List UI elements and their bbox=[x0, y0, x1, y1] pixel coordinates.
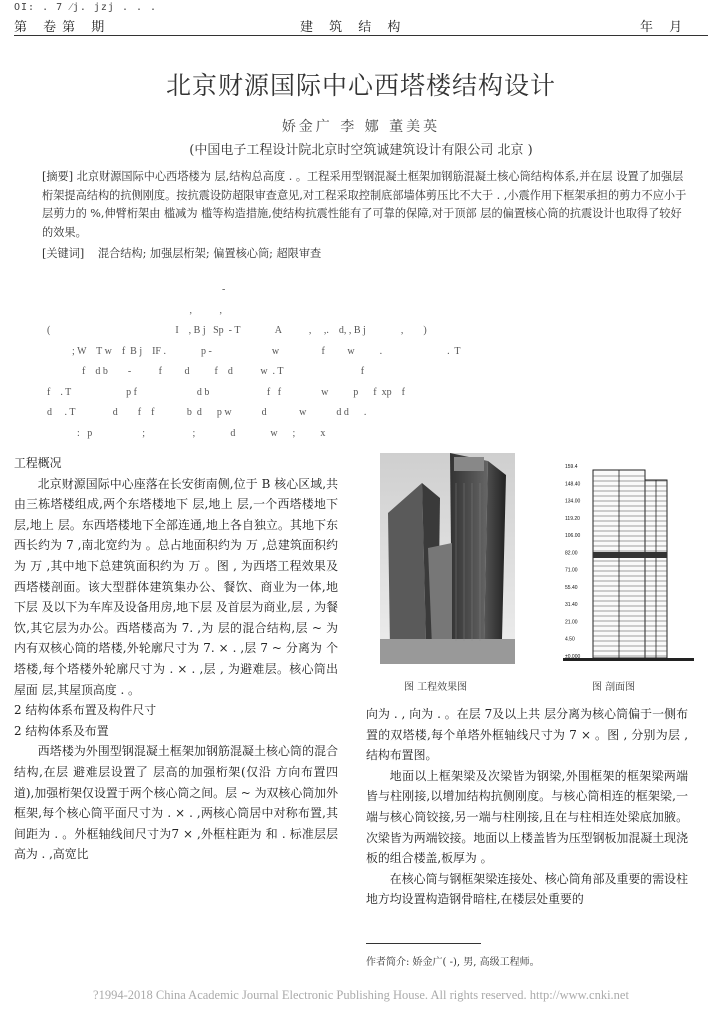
copyright-watermark: ?1994-2018 China Academic Journal Electronic Publishing House. All rights reserved. http://www.cnki.net bbox=[93, 988, 629, 1002]
doi-line: OI: . 7 ⁄j. jzj . . . bbox=[14, 2, 158, 13]
section-heading: 工程概况 bbox=[14, 456, 62, 470]
body-paragraph: 在核心筒与钢框架梁连接处、核心筒角部及重要的需设柱地方均设置构造钢骨暗柱,在楼层处重要的 bbox=[366, 871, 688, 907]
english-abstract-line: - bbox=[42, 284, 226, 295]
body-paragraph: 向为 . , 向为 . 。在层 7及以上共 层分离为核心筒偏于一侧布置的双塔楼,每个单塔外框轴线尺寸为 7 × 。图 , 分别为层 , 结构布置图。 bbox=[366, 707, 688, 763]
level-label: 4.50 bbox=[565, 636, 575, 643]
author-footnote: 作者简介: 娇金广( -), 男, 高级工程师。 bbox=[366, 957, 540, 968]
english-abstract-line: ( I , B j Sp - T A , ,. d, , B j , ) bbox=[42, 325, 427, 336]
header-rule bbox=[14, 35, 708, 36]
header-issue: 第 卷第 期 bbox=[14, 20, 111, 35]
body-paragraph: 西塔楼为外围型钢混凝土框架加钢筋混凝土核心筒的混合结构,在层 避难层设置了 层高的加强桁架(仅沿 方向布置四道),加强桁架仅设置于两个核心筒之间。层 ~ 为双核心筒加外框架,每个核心筒平面尺寸为 . × . ,两核心筒居中对称布置,其间距为 . 。外框轴线间尺寸为7 × ,外框柱距为 和 . 标准层层高为 . ,高宽比 bbox=[14, 744, 338, 862]
english-abstract-line: f d b - f d f d w . T f bbox=[42, 366, 365, 377]
left-column bbox=[14, 453, 338, 865]
keywords bbox=[42, 245, 321, 261]
body-paragraph: 北京财源国际中心座落在长安街南侧,位于 B 核心区域,共由三栋塔楼组成,两个东塔楼地下 层,地上 层,一个西塔楼地下 层,地上 层。东西塔楼地下全部连通,地上各自独立。其地下东西长约为 7 ,南北宽约为 。总占地面积约为 万 ,总建筑面积约为 万 ,其中地下总建筑面积约为 万 。图 , 为西塔工程效果及西塔楼剖面。该大型群体建筑集办公、餐饮、商业为一体,地下层 及以下为车库及设备用房,地下层 及首层为商业,层 , 为餐饮,其它层为办公。西塔楼高为 7. ,为 层的混合结构,层 ~ 为内有双核心筒的塔楼,外轮廓尺寸为 7. × . ,层 7 ~ 分离为 个塔楼,每个塔楼外轮廓尺寸为 . × . ,层 , 为避难层。核心筒出屋面 层,其屋顶高度 . 。 bbox=[14, 476, 338, 697]
level-label: 31.40 bbox=[565, 602, 578, 609]
header-journal: 建 筑 结 构 bbox=[300, 20, 407, 35]
abstract-body: 北京财源国际中心西塔楼为 层,结构总高度 . 。工程采用型钢混凝土框架加钢筋混凝土核心筒结构体系,并在层 设置了加强层桁架提高结构的抗侧刚度。按抗震设防超限审查意见,对工程采取控制底部墙体剪压比不大于 . ,小震作用下框架承担的剪力不应小于层剪力的 %,伸臂桁架由 槛减为 槛等构造措施,使结构抗震性能有了可靠的保障,对于顶部 层的偏置核心筒的抗震设计也取得了较好的效果。 bbox=[42, 170, 687, 239]
level-label: 71.00 bbox=[565, 567, 578, 574]
english-abstract-line: f . T p f d b f f w p f xp f bbox=[42, 386, 405, 398]
figure2-caption: 图 剖面图 bbox=[592, 682, 636, 693]
abstract bbox=[42, 168, 687, 242]
english-abstract-line: , , bbox=[42, 304, 222, 316]
level-label: 159.4 bbox=[565, 464, 578, 470]
level-label: 134.00 bbox=[565, 498, 581, 505]
level-label: 119.20 bbox=[565, 515, 580, 522]
body-paragraph: 地面以上框架梁及次梁皆为钢梁,外围框架的框架梁两端皆与柱刚接,以增加结构抗侧刚度。与核心筒相连的框架梁,一端与核心筒铰接,另一端与柱刚接,且在与柱相连处梁底加腋。次梁皆为两端铰接。地面以上楼盖皆为压型钢板加混凝土现浇板的组合楼盖,板厚为 。 bbox=[366, 768, 688, 866]
figure1-caption: 图 工程效果图 bbox=[404, 682, 468, 693]
level-label: 148.40 bbox=[565, 481, 581, 488]
building-rendering-image bbox=[380, 453, 515, 664]
english-abstract-line: ; W T w f B j IF . p - w f w . . T bbox=[42, 345, 461, 357]
footnote-rule bbox=[366, 943, 481, 944]
english-abstract-line: : p ; ; d w ; x bbox=[42, 427, 326, 439]
english-abstract-line: d . T d f f b d p w d w d d . bbox=[42, 407, 367, 418]
section-heading: 2 结构体系及布置 bbox=[14, 723, 109, 738]
paper-title: 北京财源国际中心西塔楼结构设计 bbox=[165, 71, 556, 100]
authors: 娇金广 李 娜 董美英 bbox=[281, 119, 441, 135]
right-column bbox=[366, 704, 688, 910]
keywords-tag: [关键词] bbox=[42, 247, 85, 260]
abstract-tag: [摘要] bbox=[42, 170, 74, 183]
level-label: 21.00 bbox=[565, 619, 578, 626]
level-label: 55.40 bbox=[565, 584, 578, 591]
section-heading: 2 结构体系布置及构件尺寸 bbox=[14, 703, 157, 718]
header-year: 年 月 bbox=[640, 20, 689, 35]
level-label: 106.00 bbox=[565, 533, 581, 540]
keywords-text: 混合结构; 加强层桁架; 偏置核心筒; 超限审查 bbox=[97, 247, 322, 260]
level-label: ±0.000 bbox=[565, 654, 581, 660]
affiliation: (中国电子工程设计院北京时空筑诚建筑设计有限公司 北京 ) bbox=[189, 143, 533, 158]
building-section-drawing bbox=[563, 454, 694, 665]
level-label: 82.00 bbox=[565, 550, 578, 557]
